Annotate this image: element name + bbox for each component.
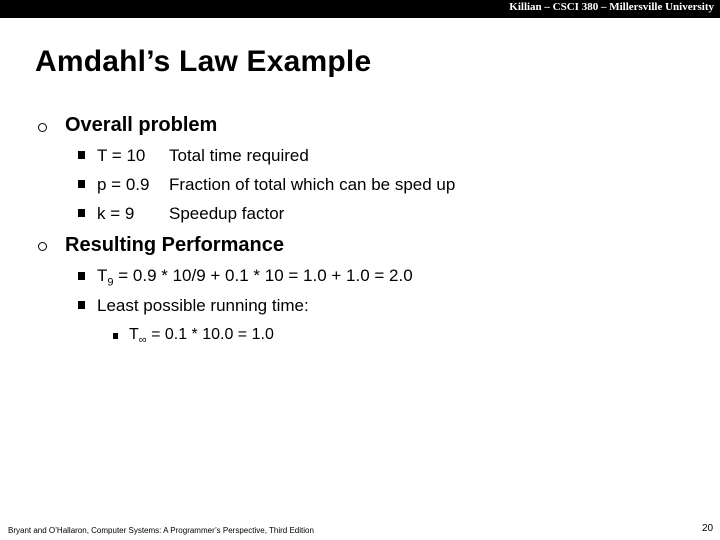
- equation-t-infinity: [129, 326, 274, 346]
- subscript-9: 9: [107, 276, 114, 289]
- least-running-time-label: Least possible running time:: [97, 296, 309, 315]
- header-bar: [0, 0, 720, 18]
- square-bullet-icon: [78, 180, 85, 188]
- bullet-item: [97, 146, 145, 166]
- variable-label: k = 9: [97, 204, 135, 223]
- circle-bullet-icon: [38, 242, 47, 251]
- section-heading-overall-problem: Overall problem: [65, 114, 218, 136]
- section-heading-resulting-performance: Resulting Performance: [65, 234, 284, 256]
- circle-bullet-icon: [38, 123, 47, 132]
- variable-description: Fraction of total which can be sped up: [169, 175, 456, 194]
- variable-description: Speedup factor: [169, 204, 285, 223]
- square-bullet-icon: [78, 301, 85, 309]
- footer-citation: Bryant and O’Hallaron, Computer Systems: A Programmer’s Perspective, Third Edition: [8, 526, 314, 535]
- small-square-bullet-icon: [113, 333, 118, 339]
- page-number: 20: [702, 523, 714, 534]
- square-bullet-icon: [78, 272, 85, 280]
- square-bullet-icon: [78, 151, 85, 159]
- square-bullet-icon: [78, 209, 85, 217]
- equation-text: = 0.9 * 10/9 + 0.1 * 10 = 1.0 + 1.0 = 2.0: [113, 266, 413, 285]
- slide-title: Amdahl’s Law Example: [35, 45, 372, 78]
- variable-label: T = 10: [97, 146, 146, 165]
- bullet-item: [97, 175, 149, 195]
- symbol-t: T: [97, 266, 108, 285]
- subscript-infinity: ∞: [138, 334, 147, 347]
- header-text: Killian – CSCI 380 – Millersville University: [509, 1, 714, 13]
- bullet-item: [97, 204, 134, 224]
- equation-t9: [97, 266, 413, 288]
- variable-description: Total time required: [169, 146, 309, 165]
- equation-text: = 0.1 * 10.0 = 1.0: [146, 326, 274, 343]
- symbol-t: T: [129, 326, 139, 343]
- variable-label: p = 0.9: [97, 175, 150, 194]
